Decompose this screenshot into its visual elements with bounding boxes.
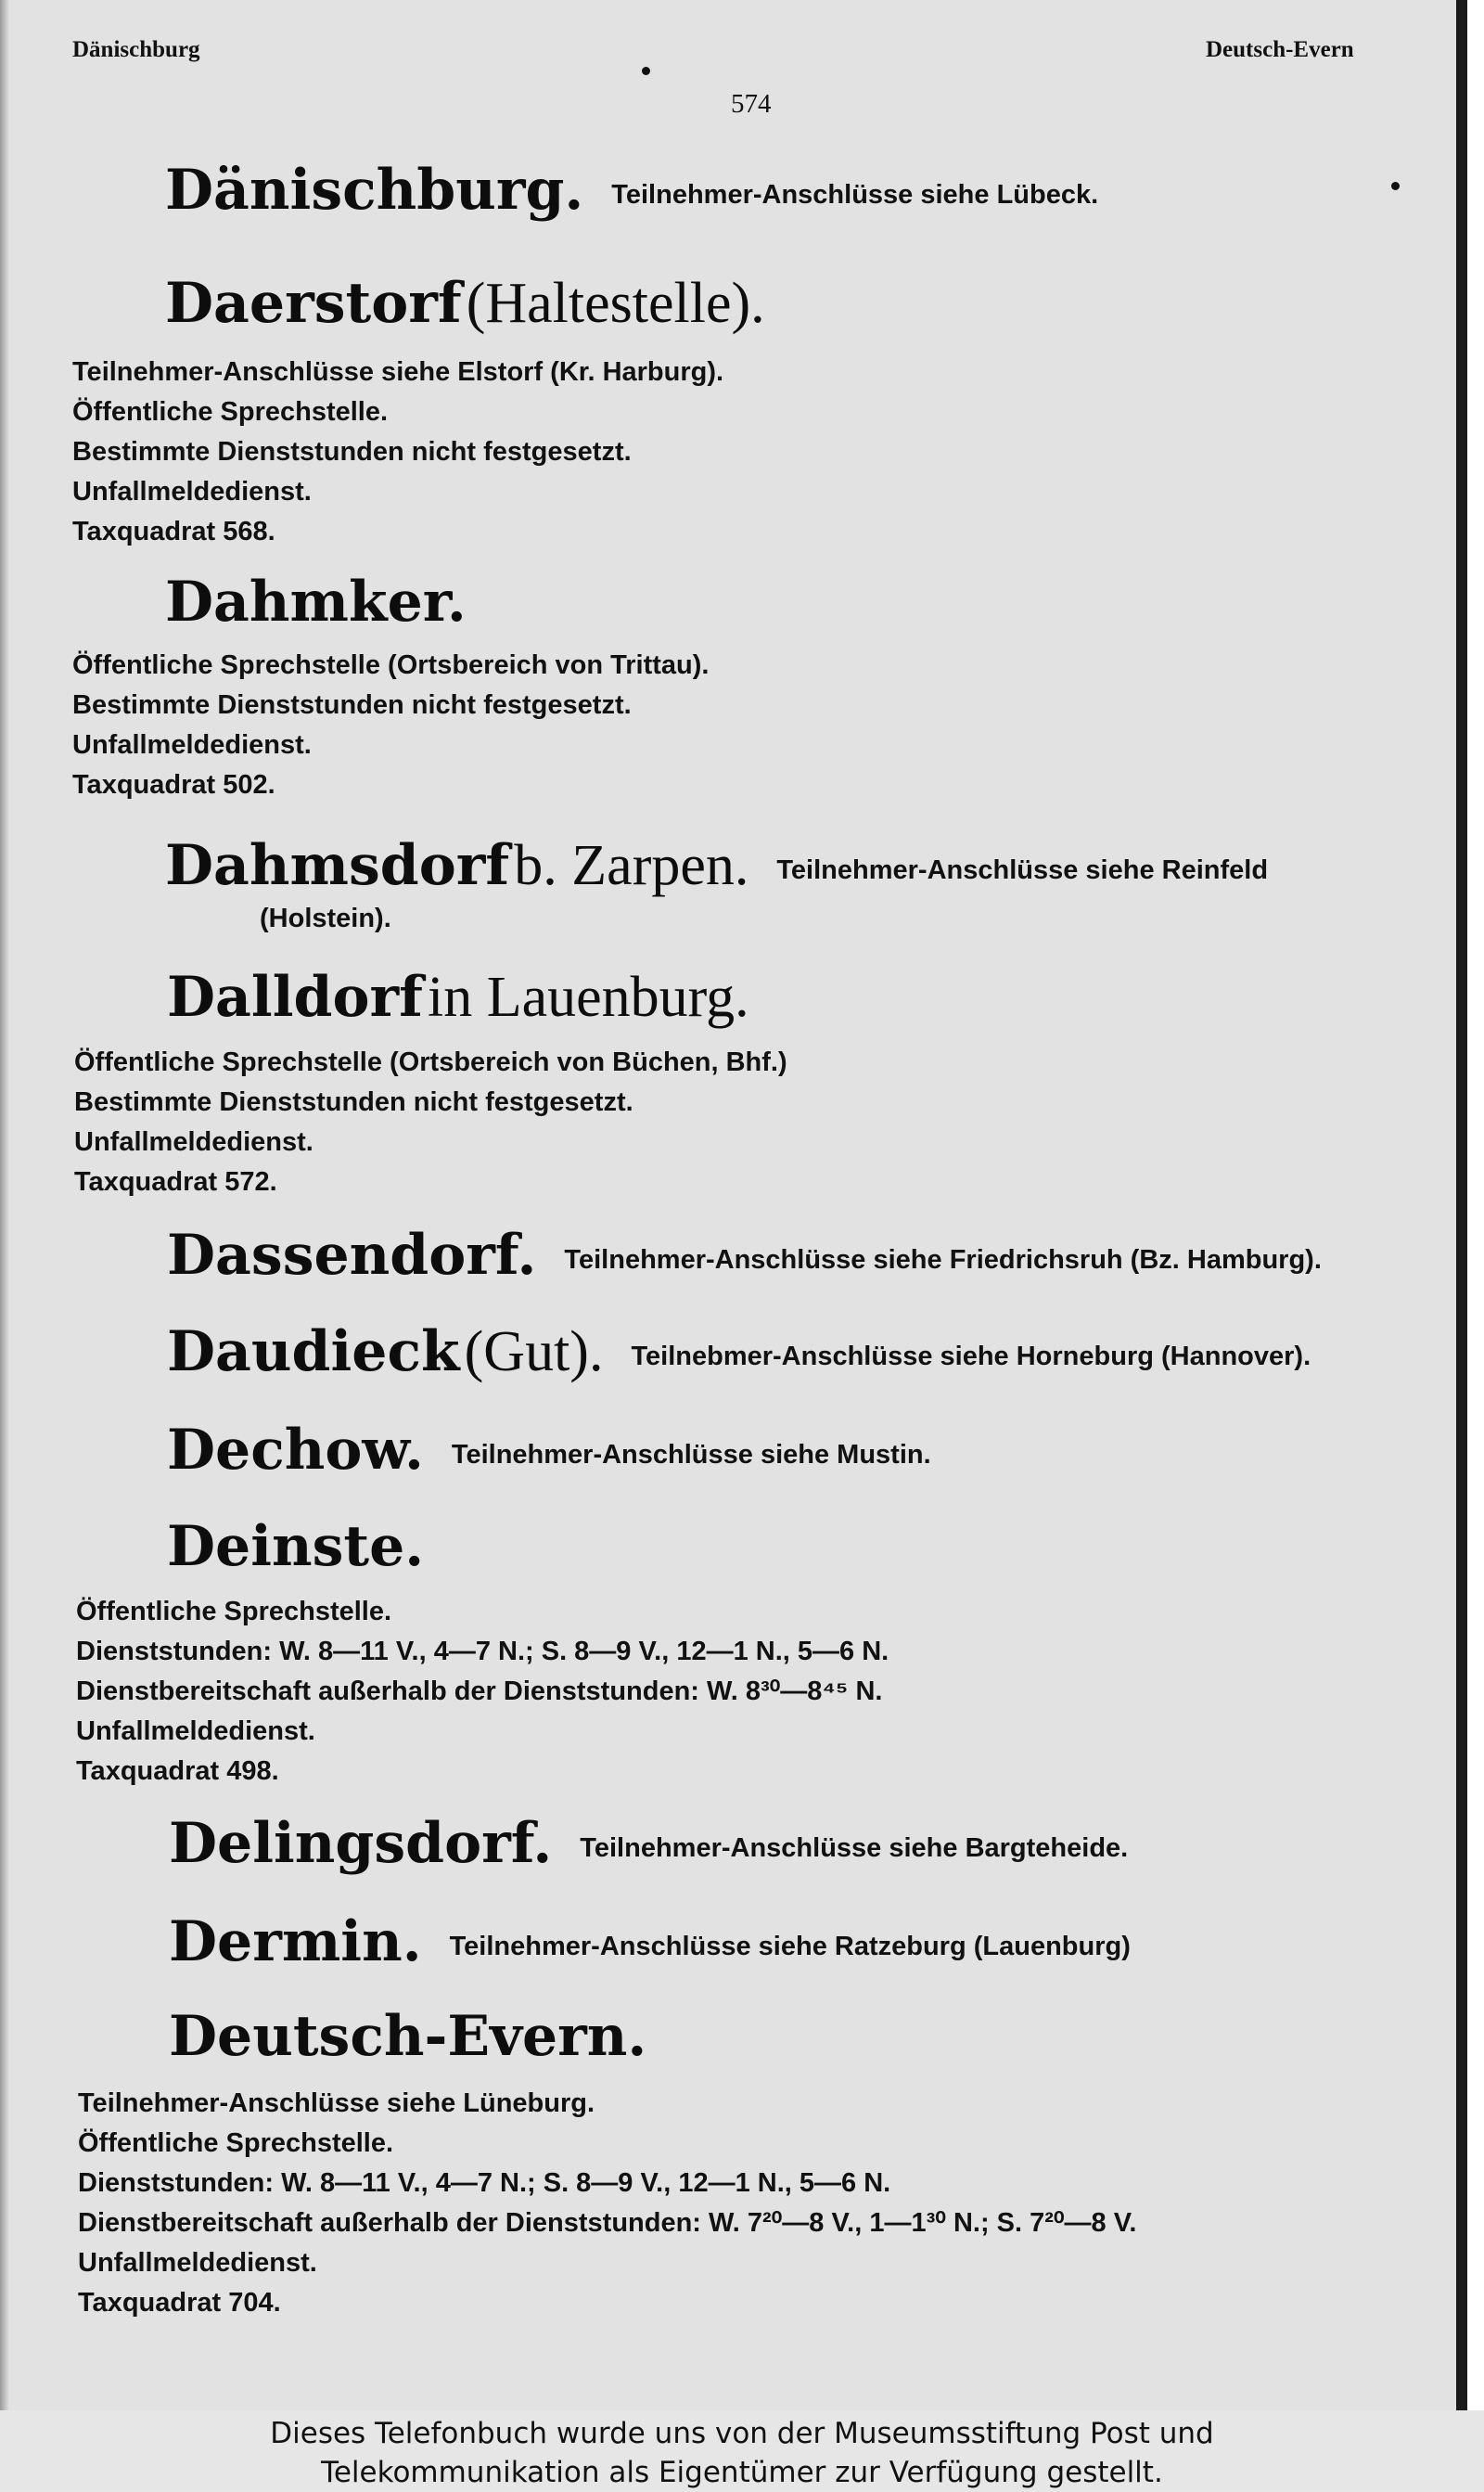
detail-line: Bestimmte Dienststunden nicht festgesetzt.	[74, 1087, 633, 1117]
entry-daerstorf	[165, 271, 765, 337]
entry-qualifier: in Lauenburg.	[427, 966, 749, 1029]
entry-dalldorf	[167, 965, 749, 1031]
running-header-left: Dänischburg	[72, 37, 200, 62]
entry-dahmsdorf	[165, 833, 1268, 899]
entry-headword: Dermin.	[169, 1909, 422, 1974]
entry-dermin	[169, 1909, 1131, 1974]
entry-reference: Teilnehmer-Anschlüsse siehe Bargteheide.	[580, 1833, 1129, 1863]
print-speck	[642, 67, 650, 75]
entry-dassendorf	[167, 1223, 1322, 1288]
detail-line: Dienstbereitschaft außerhalb der Dienststunden: W. 8³⁰—8⁴⁵ N.	[76, 1676, 883, 1706]
entry-daenischburg	[165, 158, 1098, 223]
detail-line: Taxquadrat 572.	[74, 1167, 277, 1197]
entry-details	[72, 646, 709, 805]
detail-line: Unfallmeldedienst.	[78, 2248, 317, 2278]
entry-headword: Dahmker.	[165, 570, 467, 635]
entry-headword: Daudieck	[167, 1319, 460, 1384]
entry-headword: Deutsch-Evern.	[169, 2004, 647, 2069]
entry-dechow	[167, 1418, 931, 1483]
detail-line: Taxquadrat 502.	[72, 770, 275, 800]
entry-reference: Teilnehmer-Anschlüsse siehe Friedrichsruh (Bz. Hamburg).	[564, 1245, 1322, 1275]
footer-line: Dieses Telefonbuch wurde uns von der Museumsstiftung Post und	[270, 2417, 1214, 2450]
entry-details	[76, 1592, 889, 1792]
detail-line: Dienststunden: W. 8—11 V., 4—7 N.; S. 8—9 V., 12—1 N., 5—6 N.	[76, 1637, 889, 1666]
entry-dahmker	[165, 570, 467, 635]
entry-reference: Teilnehmer-Anschlüsse siehe Ratzeburg (Lauenburg)	[449, 1932, 1131, 1961]
detail-line: Öffentliche Sprechstelle.	[72, 397, 389, 427]
entry-headword: Dechow.	[167, 1418, 424, 1483]
detail-line: Öffentliche Sprechstelle.	[76, 1597, 392, 1626]
entry-headword: Dahmsdorf	[165, 833, 510, 898]
detail-line: Bestimmte Dienststunden nicht festgesetzt.	[72, 690, 632, 720]
detail-line: Öffentliche Sprechstelle (Ortsbereich von Trittau).	[72, 650, 710, 680]
entry-qualifier: (Haltestelle).	[466, 272, 765, 335]
detail-line: Öffentliche Sprechstelle (Ortsbereich von Büchen, Bhf.)	[74, 1047, 787, 1077]
detail-line: Teilnehmer-Anschlüsse siehe Lüneburg.	[78, 2088, 595, 2118]
running-header-right: Deutsch-Evern	[1206, 37, 1354, 62]
entry-qualifier: (Gut).	[464, 1320, 604, 1383]
entry-reference: Teilnehmer-Anschlüsse siehe Lübeck.	[611, 180, 1099, 210]
detail-line: Unfallmeldedienst.	[72, 730, 312, 760]
detail-line: Unfallmeldedienst.	[74, 1127, 313, 1157]
print-speck	[1391, 182, 1400, 190]
entry-headword: Deinste.	[167, 1514, 425, 1579]
detail-line: Öffentliche Sprechstelle.	[78, 2128, 394, 2158]
entry-headword: Delingsdorf.	[169, 1811, 553, 1876]
entry-delingsdorf	[169, 1811, 1128, 1876]
entry-reference: Teilnehmer-Anschlüsse siehe Mustin.	[451, 1440, 931, 1470]
attribution-footer	[0, 2410, 1484, 2492]
detail-line: Dienststunden: W. 8—11 V., 4—7 N.; S. 8—9 V., 12—1 N., 5—6 N.	[78, 2168, 891, 2198]
entry-details	[72, 353, 723, 552]
entry-headword: Dalldorf	[167, 965, 423, 1030]
entry-headword: Dassendorf.	[167, 1223, 537, 1288]
entry-reference: Teilnebmer-Anschlüsse siehe Horneburg (Hannover).	[631, 1342, 1311, 1371]
detail-line: Unfallmeldedienst.	[76, 1716, 315, 1746]
detail-line: Taxquadrat 568.	[72, 517, 275, 546]
detail-line: Unfallmeldedienst.	[72, 477, 312, 507]
entry-headword: Dänischburg.	[165, 158, 584, 223]
page-number: 574	[731, 89, 772, 119]
entry-reference-continued: (Holstein).	[260, 904, 391, 933]
footer-line: Telekommunikation als Eigentümer zur Verfügung gestellt.	[321, 2456, 1163, 2489]
detail-line: Taxquadrat 704.	[78, 2288, 281, 2318]
detail-line: Bestimmte Dienststunden nicht festgesetzt.	[72, 437, 632, 467]
entry-daudieck	[167, 1319, 1311, 1385]
detail-line: Teilnehmer-Anschlüsse siehe Elstorf (Kr. Harburg).	[72, 357, 724, 387]
entry-details	[78, 2084, 1136, 2323]
entry-deutsch-evern	[169, 2004, 646, 2069]
detail-line: Taxquadrat 498.	[76, 1756, 279, 1786]
entry-details	[74, 1043, 787, 1202]
entry-reference: Teilnehmer-Anschlüsse siehe Reinfeld	[776, 855, 1269, 885]
entry-qualifier: b. Zarpen.	[514, 834, 749, 897]
detail-line: Dienstbereitschaft außerhalb der Dienststunden: W. 7²⁰—8 V., 1—1³⁰ N.; S. 7²⁰—8 V.	[78, 2208, 1137, 2238]
entry-headword: Daerstorf	[165, 271, 462, 336]
entry-deinste	[167, 1514, 424, 1579]
